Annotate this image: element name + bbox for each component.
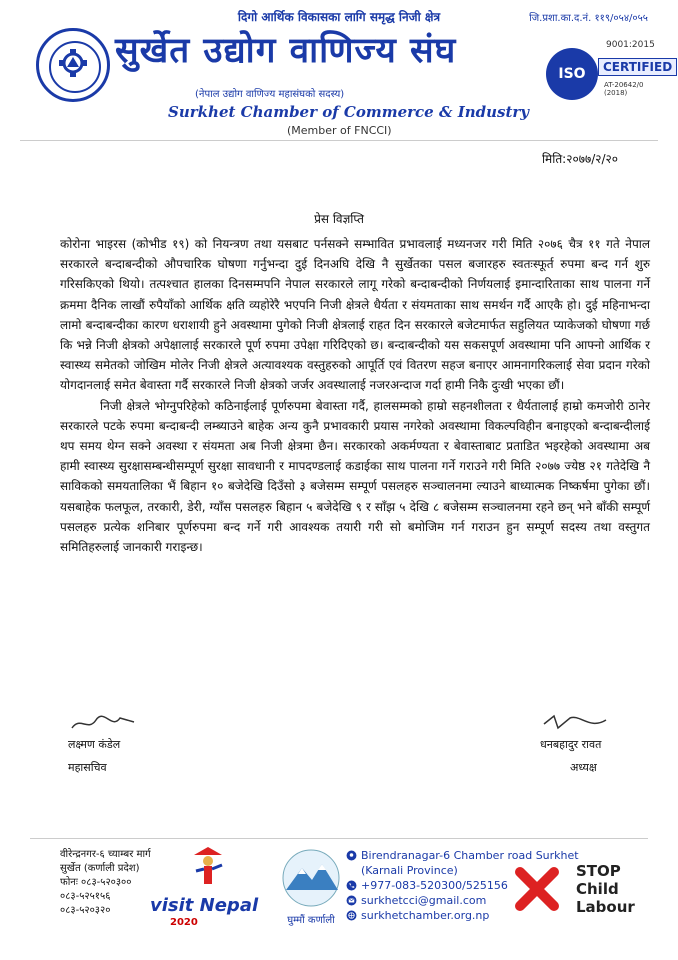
contact-website[interactable]: surkhetchamber.org.np: [361, 909, 490, 922]
child-word: Child: [576, 880, 619, 898]
org-subtitle-nepali: (नेपाल उद्योग वाणिज्य महासंघको सदस्य): [195, 89, 345, 100]
contact-address-row: [346, 848, 579, 863]
right-signatory-name: धनबहादुर रावत: [540, 738, 602, 751]
address-line: ०८३-५२५१५६: [60, 891, 111, 902]
visit-nepal-logo: [150, 845, 280, 935]
right-signatory-title: अध्यक्ष: [570, 761, 597, 774]
visit-nepal-year: 2020: [170, 917, 198, 928]
registration-number: जि.प्रशा.का.द.नं. ११९/०५४/०५५: [529, 13, 648, 24]
email-icon: [346, 895, 357, 906]
contact-province: (Karnali Province): [361, 864, 458, 877]
signature-right: [540, 712, 610, 775]
iso-standard: 9001:2015: [606, 40, 655, 50]
letter-date: मिति:२०७७/२/२०: [541, 152, 618, 166]
press-release-body: [60, 234, 650, 557]
contact-phone[interactable]: +977-083-520300/525156: [361, 879, 508, 892]
location-icon: [346, 850, 357, 861]
org-name-english: Surkhet Chamber of Commerce & Industry: [168, 103, 530, 121]
iso-badge-icon: [546, 26, 673, 100]
member-note: (Member of FNCCI): [287, 124, 392, 137]
paragraph-2: निजी क्षेत्रले भोग्नुपरिहेको कठिनाईलाई पूर्णरुपमा बेवास्ता गर्दै, हालसम्मको हाम्रो सहनशीलता र धैर्यतालाई हाम्रो कमजोरी ठानेर सरकारले पटके रुपमा बन्दाबन्दी लम्ब्याउने बाहेक अन्य कुनै प्रभावकारी प्रयास नगरेको अवस्थामा विकल्पविहीन बनाइएको बन्दाबन्दीलाई थप समय थेग्न सक्ने अवस्था र संयमता अब निजी क्षेत्रमा छैन। सरकारको अकर्मण्यता र बेवास्ताबाट प्रताडित भइरहेको अवस्थामा अब हामी स्वास्थ्य सुरक्षासम्बन्धीसम्पूर्ण सुरक्षा सावधानी र मापदण्डलाई कडाईका साथ पालना गर्ने गराउने गरी मिति २०७७ ज्येष्ठ २१ गतेदेखि नै साविकको समयतालिका भैं बिहान १० बजेदेखि दिउँसो ३ बजेसम्म सम्पूर्ण पसलहरु सञ्चालनमा ल्याउने बाध्यात्मक निष्कर्षमा पुगेका छौं। यसबाहेक फलफूल, तरकारी, डेरी, ग्याँस पसलहरु बिहान ५ बजेदेखि ९ र साँझ ५ देखि ८ बजेसम्म सञ्चालनमा रहने छन् भने बाँकी सम्पूर्ण पसलहरु प्रत्येक शनिबार पूर्णरुपमा बन्द गर्ने गरी आवश्यक तयारी गरी सो बमोजिम गर्न गराउन हुन सम्पूर्ण सदस्य तथा वस्तुगत समितिहरुलाई जानकारी गराइन्छ।: [60, 398, 650, 555]
karnali-mountain-icon: [276, 848, 346, 908]
web-icon: [346, 910, 357, 921]
iso-certified: CERTIFIED: [598, 58, 677, 76]
press-release-title: प्रेस विज्ञप्ति: [314, 212, 364, 226]
footer-divider: [30, 838, 648, 839]
chamber-logo-icon: [36, 28, 110, 102]
signature-scribble-left: [68, 712, 138, 734]
iso-number: AT-20642/0 (2018): [604, 81, 644, 97]
paragraph-1: कोरोना भाइरस (कोभीड १९) को नियन्त्रण तथा यसबाट पर्नसक्ने सम्भावित प्रभावलाई मध्यनजर गरी मिति २०७६ चैत्र ११ गते नेपाल सरकारले बन्दाबन्दीको औपचारिक घोषणा गर्नुभन्दा दुई दिनअघि देखि नै सुर्खेतका पसल बजारहरु स्वतःस्फूर्त रुपमा बन्द गर्न शुरु गरिसकिएको थियो। तत्पश्चात हालका दिनसम्मपनि नेपाल सरकारले लागू गरेको बन्दाबन्दीको निर्णयलाई इमान्दारिताका साथ पालना गर्ने क्रममा दैनिक लाखौं रुपैयाँको आर्थिक क्षति व्यहोरेरै भएपनि निजी क्षेत्रले धैर्यता र संयमताका साथ समर्थन गर्दै आएकै हो। दुई महिनाभन्दा लामो बन्दाबन्दीका कारण धराशायी हुने अवस्थामा पुगेको निजी क्षेत्रलाई राहत दिन सरकारले बजेटमार्फत सहुलियत प्याकेजको घोषणा गर्छ कि भन्ने निजी क्षेत्रको अपेक्षालाई सरकारले पूर्ण रुपमा उपेक्षा गरिदिएको छ। बन्दाबन्दीको यस सकसपूर्ण अवस्थामा पनि आफ्नो आर्थिक र स्वास्थ्य समेतको जोखिम मोलेर निजी क्षेत्रले अत्यावश्यक वस्तुहरुको आपूर्ति एवं वितरण सहज बनाएर आमनागरिकलाई सेवा प्रदान गरेको योगदानलाई समेत बेवास्ता गर्दै सरकारले निजी क्षेत्रको जर्जर अवस्थालाई नजरअन्दाज गर्दा हामी निकै दुःखी भएका छौं।: [60, 237, 650, 393]
address-line: फोनः ०८३-५२०३००: [60, 877, 132, 888]
header-divider: [20, 140, 658, 141]
address-line: वीरेन्द्रनगर-६ च्याम्बर मार्ग: [60, 849, 151, 860]
footer-address-nepali: [60, 848, 151, 918]
left-signatory-title: महासचिव: [68, 761, 107, 774]
stop-child-labour-text: [576, 862, 635, 916]
signature-scribble-right: [540, 712, 610, 734]
tagline: दिगो आर्थिक विकासका लागि समृद्ध निजी क्षेत्र: [237, 10, 441, 24]
karnali-text: घुम्मौं कर्णाली: [287, 915, 335, 926]
address-line: सुर्खेत (कर्णाली प्रदेश): [60, 863, 140, 874]
stop-cross-icon: [512, 864, 562, 914]
signature-left: [68, 712, 138, 775]
labour-word: Labour: [576, 898, 635, 916]
contact-address: Birendranagar-6 Chamber road Surkhet: [361, 849, 579, 862]
org-name-nepali: सुर्खेत उद्योग वाणिज्य संघ: [115, 31, 457, 71]
phone-icon: [346, 880, 357, 891]
left-signatory-name: लक्ष्मण कंडेल: [68, 738, 121, 751]
contact-email[interactable]: surkhetcci@gmail.com: [361, 894, 487, 907]
visit-nepal-figure-icon: [178, 845, 238, 893]
iso-circle: ISO: [546, 48, 598, 100]
address-line: ०८३-५२०३२०: [60, 905, 111, 916]
visit-nepal-text: visit Nepal: [150, 895, 259, 916]
karnali-logo: [276, 848, 346, 928]
stop-word: STOP: [576, 862, 621, 880]
